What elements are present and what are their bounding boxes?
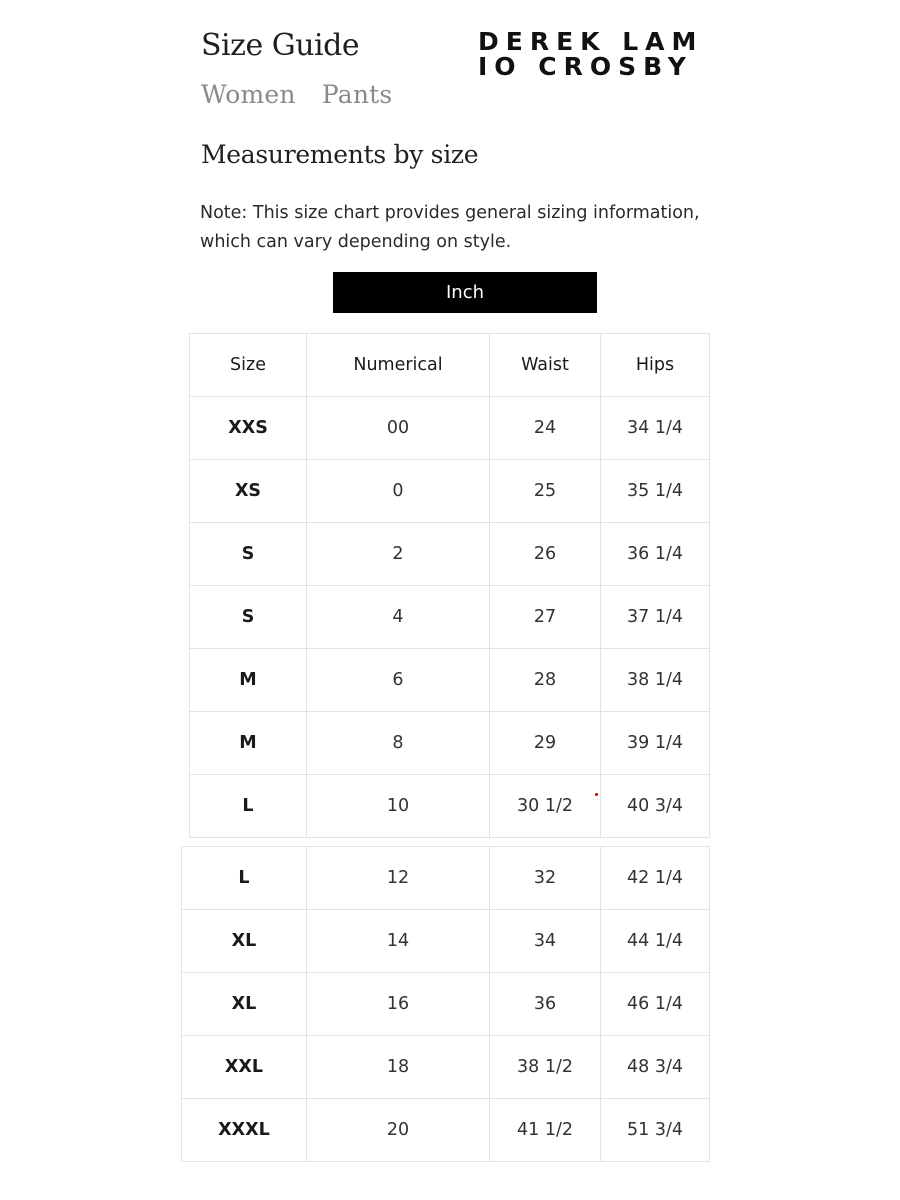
numerical-cell: 8 <box>307 712 490 775</box>
hips-cell: 42 1/4 <box>601 847 710 910</box>
waist-cell: 36 <box>490 973 601 1036</box>
table-row <box>182 1099 710 1162</box>
numerical-cell: 18 <box>307 1036 490 1099</box>
waist-cell: 34 <box>490 910 601 973</box>
hips-cell: 51 3/4 <box>601 1099 710 1162</box>
size-cell: XXXL <box>182 1099 307 1162</box>
brand-logo-line2: IO CROSBY <box>478 52 693 81</box>
hips-cell: 36 1/4 <box>601 523 710 586</box>
hips-cell: 35 1/4 <box>601 460 710 523</box>
table-row <box>190 649 710 712</box>
size-cell: M <box>190 712 307 775</box>
table-row <box>190 523 710 586</box>
waist-cell: 27 <box>490 586 601 649</box>
page-title: Size Guide <box>201 28 360 63</box>
table-row <box>182 847 710 910</box>
numerical-cell: 6 <box>307 649 490 712</box>
waist-cell: 32 <box>490 847 601 910</box>
table-row <box>182 973 710 1036</box>
table-row <box>190 460 710 523</box>
table-row <box>190 712 710 775</box>
size-cell: XXL <box>182 1036 307 1099</box>
hips-cell: 48 3/4 <box>601 1036 710 1099</box>
unit-toggle-inch-button[interactable]: Inch <box>333 272 597 313</box>
size-cell: L <box>182 847 307 910</box>
breadcrumb <box>201 80 392 109</box>
size-cell: L <box>190 775 307 838</box>
waist-cell: 30 1/2 <box>490 775 601 838</box>
numerical-cell: 12 <box>307 847 490 910</box>
table-row <box>182 1036 710 1099</box>
column-header-waist: Waist <box>490 334 601 397</box>
size-cell: XXS <box>190 397 307 460</box>
size-cell: S <box>190 523 307 586</box>
numerical-cell: 00 <box>307 397 490 460</box>
size-cell: XL <box>182 910 307 973</box>
size-cell: XS <box>190 460 307 523</box>
brand-logo-line1: DEREK LAM <box>478 27 704 56</box>
table-row <box>190 775 710 838</box>
hips-cell: 34 1/4 <box>601 397 710 460</box>
numerical-cell: 10 <box>307 775 490 838</box>
hips-cell: 38 1/4 <box>601 649 710 712</box>
brand-logo <box>478 29 703 79</box>
waist-cell: 25 <box>490 460 601 523</box>
size-cell: XL <box>182 973 307 1036</box>
hips-cell: 39 1/4 <box>601 712 710 775</box>
table-row <box>182 910 710 973</box>
hips-cell: 37 1/4 <box>601 586 710 649</box>
hips-cell: 46 1/4 <box>601 973 710 1036</box>
column-header-numerical: Numerical <box>307 334 490 397</box>
size-table <box>189 333 710 838</box>
numerical-cell: 16 <box>307 973 490 1036</box>
section-heading: Measurements by size <box>201 140 479 169</box>
waist-cell: 41 1/2 <box>490 1099 601 1162</box>
numerical-cell: 14 <box>307 910 490 973</box>
size-chart-note: Note: This size chart provides general sizing information, which can vary depending on style. <box>200 203 700 252</box>
numerical-cell: 4 <box>307 586 490 649</box>
stray-red-dot <box>595 793 598 796</box>
hips-cell: 44 1/4 <box>601 910 710 973</box>
table-header-row <box>190 334 710 397</box>
waist-cell: 29 <box>490 712 601 775</box>
numerical-cell: 2 <box>307 523 490 586</box>
waist-cell: 28 <box>490 649 601 712</box>
numerical-cell: 0 <box>307 460 490 523</box>
breadcrumb-item-pants[interactable]: Pants <box>321 80 393 109</box>
column-header-hips: Hips <box>601 334 710 397</box>
waist-cell: 24 <box>490 397 601 460</box>
size-cell: M <box>190 649 307 712</box>
table-row <box>190 586 710 649</box>
waist-cell: 38 1/2 <box>490 1036 601 1099</box>
hips-cell: 40 3/4 <box>601 775 710 838</box>
waist-cell: 26 <box>490 523 601 586</box>
size-cell: S <box>190 586 307 649</box>
column-header-size: Size <box>190 334 307 397</box>
size-table-continued <box>181 846 710 1162</box>
breadcrumb-item-women[interactable]: Women <box>201 80 296 109</box>
table-row <box>190 397 710 460</box>
numerical-cell: 20 <box>307 1099 490 1162</box>
